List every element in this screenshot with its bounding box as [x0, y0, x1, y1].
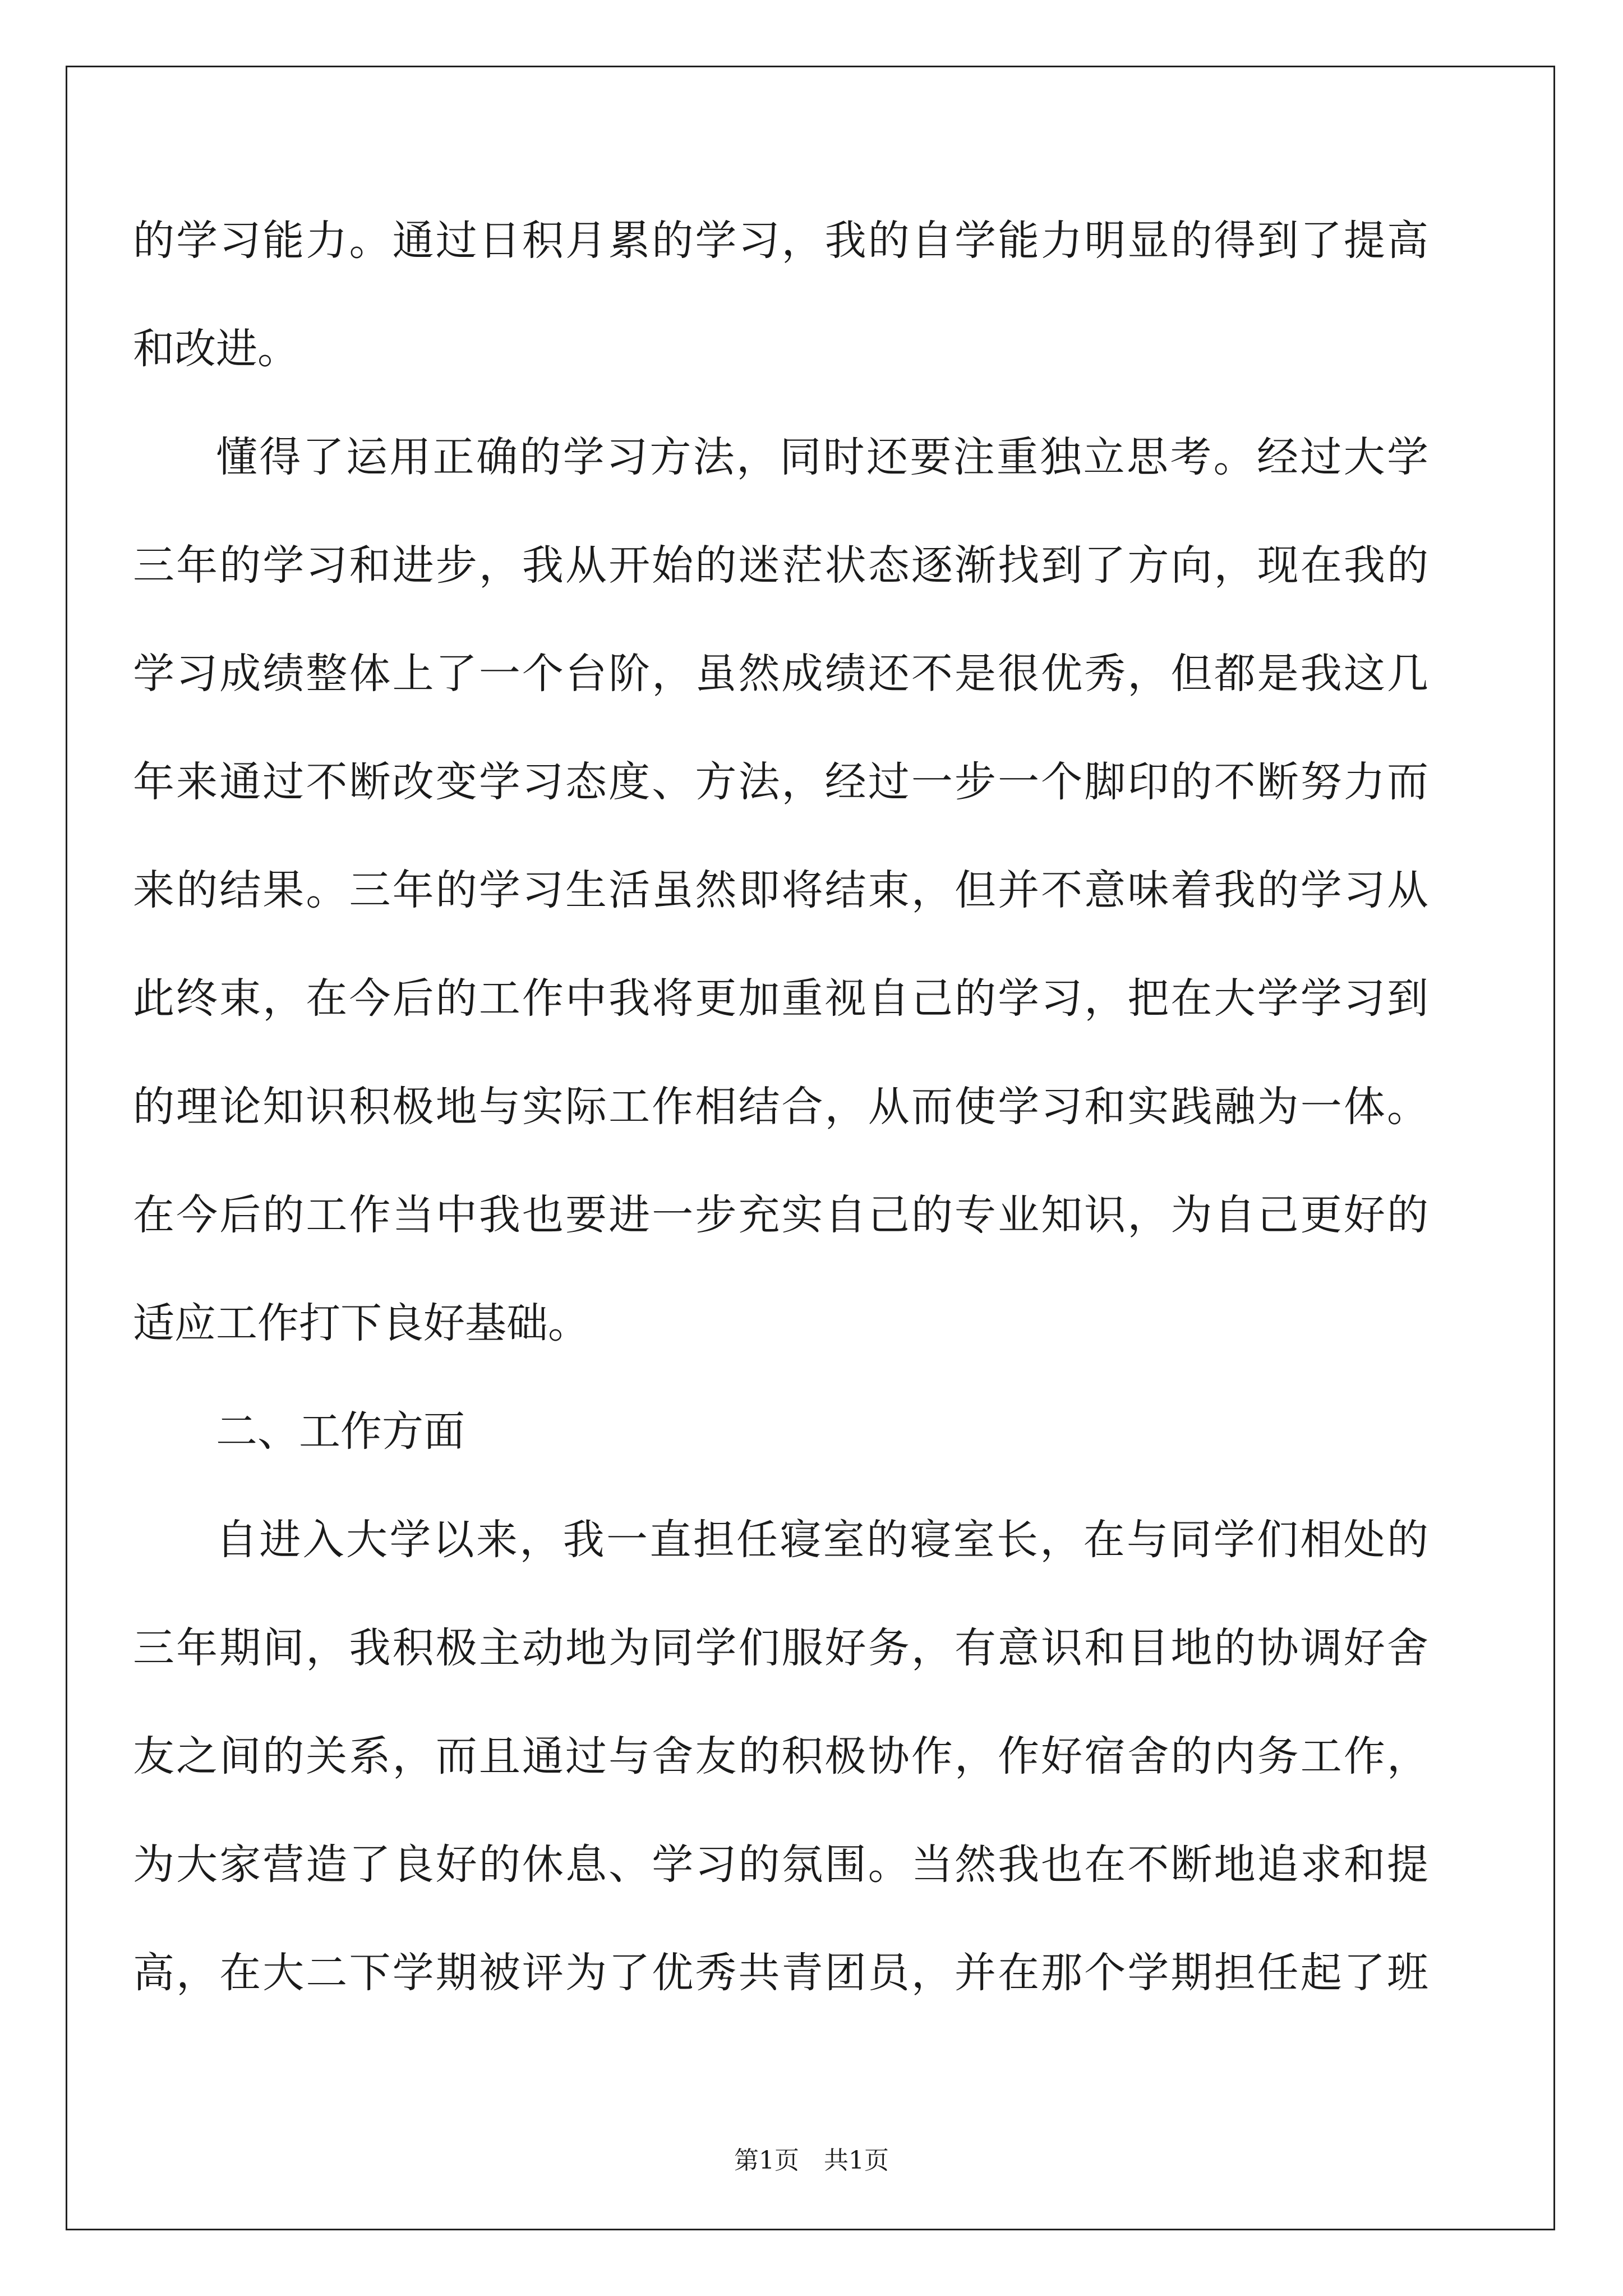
- text-line: 年来通过不断改变学习态度、方法，经过一步一个脚印的不断努力而: [133, 758, 1428, 806]
- text-line: 和改进。: [133, 325, 299, 373]
- text-line: 友之间的关系，而且通过与舍友的积极协作，作好宿舍的内务工作，: [133, 1732, 1428, 1780]
- text-line: 此终束，在今后的工作中我将更加重视自己的学习，把在大学学习到: [133, 974, 1428, 1023]
- text-line: 来的结果。三年的学习生活虽然即将结束，但并不意味着我的学习从: [133, 866, 1428, 914]
- document-body: [133, 217, 1428, 2060]
- text-line: 适应工作打下良好基础。: [133, 1299, 589, 1347]
- text-line: 高，在大二下学期被评为了优秀共青团员，并在那个学期担任起了班: [133, 1949, 1428, 1997]
- text-line: 为大家营造了良好的休息、学习的氛围。当然我也在不断地追求和提: [133, 1841, 1428, 1889]
- text-line: 的理论知识积极地与实际工作相结合，从而使学习和实践融为一体。: [133, 1083, 1428, 1131]
- paragraph-start-line: 懂得了运用正确的学习方法，同时还要注重独立思考。经过大学: [216, 433, 1428, 481]
- section-heading: 二、工作方面: [216, 1407, 465, 1456]
- text-line: 学习成绩整体上了一个台阶，虽然成绩还不是很优秀，但都是我这几: [133, 650, 1428, 698]
- text-line: 在今后的工作当中我也要进一步充实自己的专业知识，为自己更好的: [133, 1191, 1428, 1239]
- paragraph-start-line: 自进入大学以来，我一直担任寝室的寝室长，在与同学们相处的: [216, 1516, 1428, 1564]
- text-line: 三年的学习和进步，我从开始的迷茫状态逐渐找到了方向，现在我的: [133, 541, 1428, 590]
- text-line: 的学习能力。通过日积月累的学习，我的自学能力明显的得到了提高: [133, 217, 1428, 265]
- page-footer: 第1页 共1页: [734, 2146, 889, 2175]
- text-line: 三年期间，我积极主动地为同学们服好务，有意识和目地的协调好舍: [133, 1624, 1428, 1672]
